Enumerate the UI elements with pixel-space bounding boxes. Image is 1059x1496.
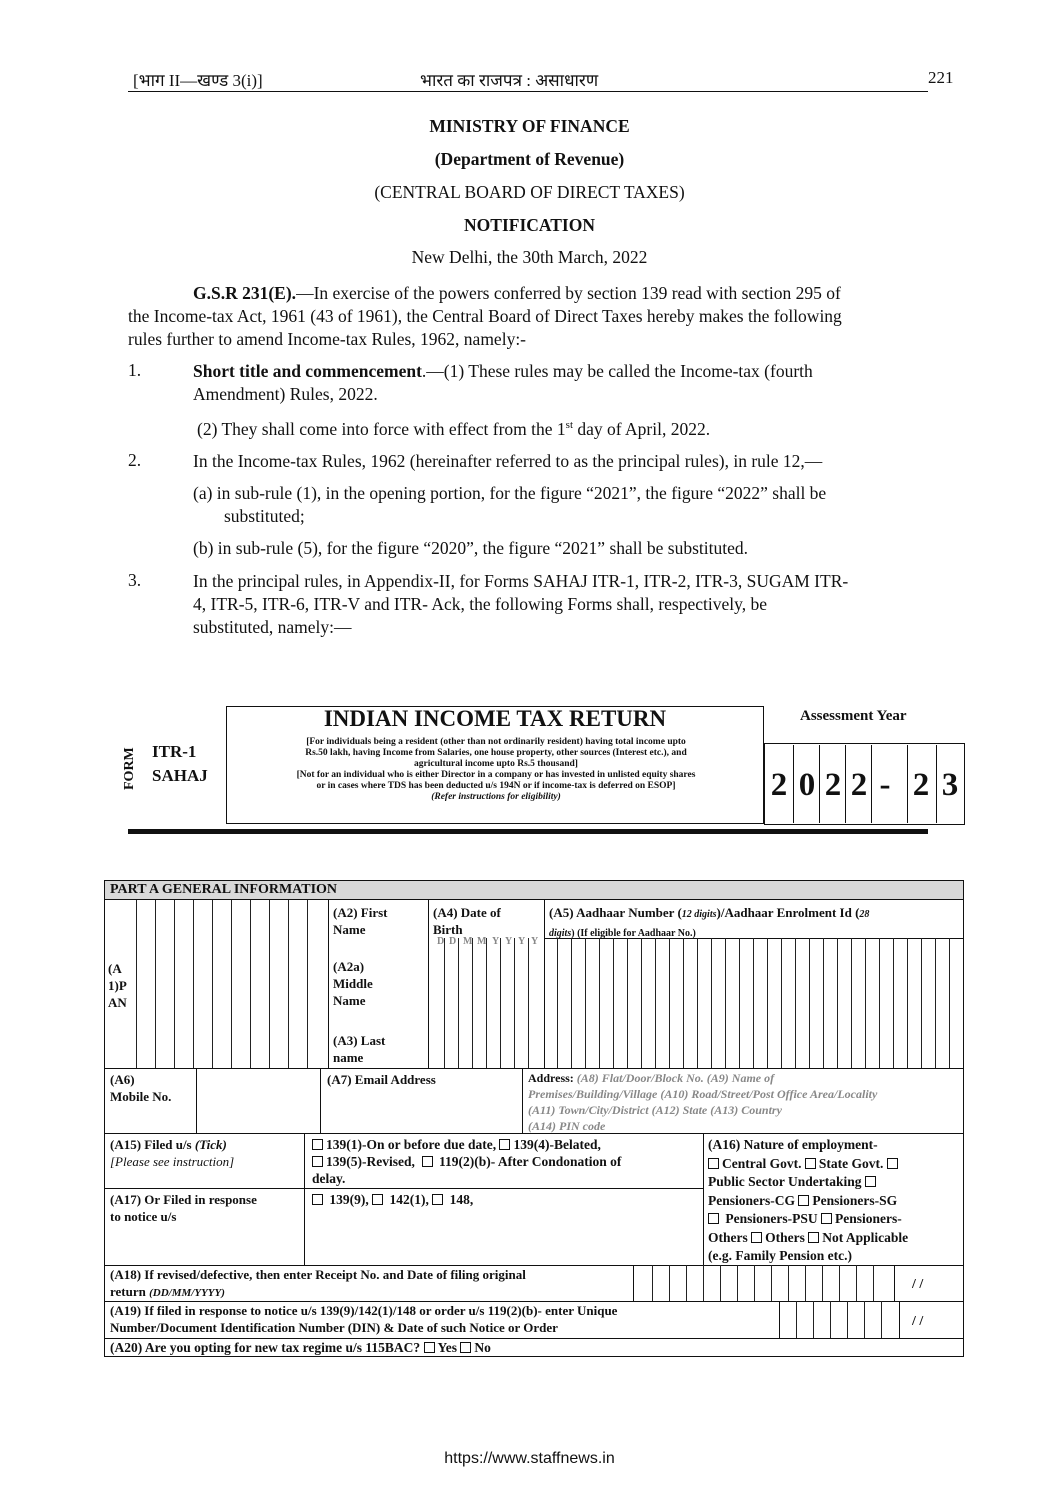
dob-placeholder: D — [449, 936, 457, 947]
a15-139-1-checkbox[interactable] — [312, 1139, 323, 1150]
dob-placeholder: Y — [531, 936, 539, 947]
a20-new-regime: (A20) Are you opting for new tax regime u/s 115BAC? Yes No — [110, 1340, 491, 1355]
assessment-year-label: Assessment Year — [800, 708, 907, 724]
item-1-line-2: Amendment) Rules, 2022. — [193, 384, 378, 404]
a16-central-checkbox[interactable] — [708, 1158, 719, 1169]
a16-employment: (A16) Nature of employment- Central Govt. State Govt. Public Sector Undertaking Pensioners-CG Pensioners-SG Pensioners-PSU Pensioners- Others Others Not Applicable (e.g. Family Pension etc.) — [708, 1137, 909, 1263]
ministry-heading: MINISTRY OF FINANCE — [429, 116, 630, 136]
item-2-text: In the Income-tax Rules, 1962 (hereinafter referred to as the principal rules), in rule 12,— — [193, 451, 823, 471]
dob-placeholder: D — [437, 936, 445, 947]
item-2-number: 2. — [128, 450, 142, 470]
a15-119-2b-checkbox[interactable] — [422, 1156, 433, 1167]
a19-label: (A19) If filed in response to notice u/s 139(9)/142(1)/148 or order u/s 119(2)(b)- enter Unique Number/Document Identification Number (DIN) & Date of such Notice or Order — [110, 1303, 618, 1335]
a18-label: (A18) If revised/defective, then enter Receipt No. and Date of filing original return (DD/MM/YYYY) — [110, 1267, 526, 1299]
table-right-border — [963, 900, 964, 1356]
a17-label: (A17) Or Filed in response to notice u/s — [110, 1192, 257, 1224]
footer-url[interactable]: https://www.staffnews.in — [444, 1450, 615, 1467]
item-2-b: (b) in sub-rule (5), for the figure “2020”, the figure “2021” shall be substituted. — [193, 538, 748, 558]
a16-na-checkbox[interactable] — [808, 1232, 819, 1243]
place-date: New Delhi, the 30th March, 2022 — [411, 247, 648, 267]
address-block: Address: (A8) Flat/Door/Block No. (A9) Name of Premises/Building/Village (A10) Road/Street/Post Office Area/Locality (A11) Town/City/District (A12) State (A13) Country (A14) PIN code — [528, 1071, 878, 1133]
item-3-line-3: substituted, namely:— — [193, 617, 352, 637]
first-name-label: (A2) First Name — [333, 905, 388, 937]
form-code: ITR-1 — [152, 742, 197, 761]
intro-line-3: rules further to amend Income-tax Rules, 1962, namely:- — [128, 329, 527, 349]
page-number: 221 — [928, 68, 954, 87]
a19-date-field[interactable]: / / — [912, 1314, 924, 1329]
form-eligibility-notes: [For individuals being a resident (other than not ordinarily resident) having total income upto Rs.50 lakh, having Income from Salaries, one house property, other sources (Interest etc.), and agricultural income upto Rs.5 thousand] [Not for an individual who is either Director in a company or has invested in unlisted equity shares or in cases where TDS has been deducted u/s 194N or if income-tax is deferred on ESOP] (Refer instructions for eligibility) — [296, 737, 696, 802]
year-digit: 2 — [907, 745, 934, 823]
year-digit: 2 — [819, 745, 846, 823]
board-heading: (CENTRAL BOARD OF DIRECT TAXES) — [374, 182, 685, 202]
item-1-line-1: Short title and commencement.—(1) These rules may be called the Income-tax (fourth — [193, 361, 813, 381]
a17-139-9-checkbox[interactable] — [312, 1194, 323, 1205]
notification-title: NOTIFICATION — [464, 215, 595, 235]
part-a-heading: PART A GENERAL INFORMATION — [110, 882, 338, 897]
dob-placeholder: M — [463, 936, 473, 947]
mobile-label: (A6) Mobile No. — [110, 1072, 172, 1104]
middle-name-label: (A2a) Middle Name — [333, 959, 373, 1008]
dob-placeholder: M — [477, 936, 487, 947]
a16-pothers-checkbox[interactable] — [821, 1213, 832, 1224]
aadhaar-label: (A5) Aadhaar Number (12 digits)/Aadhaar Enrolment Id (28 digits) (If eligible for Aadhaar No.) — [549, 905, 870, 939]
a16-psg-checkbox[interactable] — [798, 1195, 809, 1206]
intro-line-2: the Income-tax Act, 1961 (43 of 1961), the Central Board of Direct Taxes hereby makes the following — [128, 306, 842, 326]
a16-psu-checkbox[interactable] — [887, 1158, 898, 1169]
a15-139-5-checkbox[interactable] — [312, 1156, 323, 1167]
item-1-subrule-2: (2) They shall come into force with effect from the 1st day of April, 2022. — [197, 418, 711, 439]
intro-line-1: G.S.R 231(E).—In exercise of the powers conferred by section 139 read with section 295 of — [193, 283, 841, 303]
dob-placeholder: Y — [518, 936, 526, 947]
year-digit: 2 — [770, 767, 788, 803]
department-heading: (Department of Revenue) — [434, 149, 625, 169]
a17-148-checkbox[interactable] — [432, 1194, 443, 1205]
a15-options: 139(1)-On or before due date, 139(4)-Belated, 139(5)-Revised, 119(2)(b)- After Condonation of delay. — [312, 1137, 622, 1186]
a20-no-checkbox[interactable] — [460, 1342, 471, 1353]
last-name-label: (A3) Last name — [333, 1033, 386, 1065]
a17-options: 139(9), 142(1), 148, — [312, 1191, 473, 1208]
a15-label: (A15) Filed u/s (Tick) [Please see instruction] — [110, 1137, 235, 1169]
year-digit: 0 — [793, 745, 820, 823]
form-name: SAHAJ — [152, 766, 208, 785]
form-vertical-label: FORM — [122, 747, 137, 790]
a16-state-checkbox[interactable] — [805, 1158, 816, 1169]
gsr-number: G.S.R 231(E). — [193, 283, 297, 303]
a15-139-4-checkbox[interactable] — [499, 1139, 510, 1150]
email-label: (A7) Email Address — [327, 1072, 436, 1087]
item-2-a-line-2: substituted; — [224, 506, 305, 526]
gazette-part-label: [भाग II—खण्ड 3(i)] — [133, 71, 263, 90]
dob-placeholder: Y — [505, 936, 513, 947]
gazette-title: भारत का राजपत्र : असाधारण — [420, 71, 599, 90]
a16-ppsu-checkbox[interactable] — [708, 1213, 719, 1224]
header-rule — [128, 91, 928, 92]
year-separator: - — [871, 745, 898, 823]
a18-date-field[interactable]: / / — [912, 1277, 924, 1292]
item-1-number: 1. — [128, 360, 142, 380]
a16-others-checkbox[interactable] — [751, 1232, 762, 1243]
a20-yes-checkbox[interactable] — [424, 1342, 435, 1353]
dob-label: (A4) Date of Birth — [433, 905, 501, 937]
pan-label: (A 1)P AN — [108, 961, 127, 1010]
table-left-border — [104, 900, 105, 1356]
a17-142-1-checkbox[interactable] — [372, 1194, 383, 1205]
dob-placeholder: Y — [492, 936, 500, 947]
item-3-number: 3. — [128, 570, 142, 590]
year-digit: 3 — [936, 745, 963, 823]
a16-pcg-checkbox-pre[interactable] — [865, 1176, 876, 1187]
year-digit: 2 — [845, 745, 872, 823]
item-2-a-line-1: (a) in sub-rule (1), in the opening portion, for the figure “2021”, the figure “2022” shall be — [193, 483, 827, 503]
item-3-line-2: 4, ITR-5, ITR-6, ITR-V and ITR- Ack, the following Forms shall, respectively, be — [193, 594, 767, 614]
form-title: INDIAN INCOME TAX RETURN — [323, 706, 667, 731]
form-header-rule — [128, 829, 928, 834]
item-3-line-1: In the principal rules, in Appendix-II, for Forms SAHAJ ITR-1, ITR-2, ITR-3, SUGAM ITR- — [193, 571, 849, 591]
